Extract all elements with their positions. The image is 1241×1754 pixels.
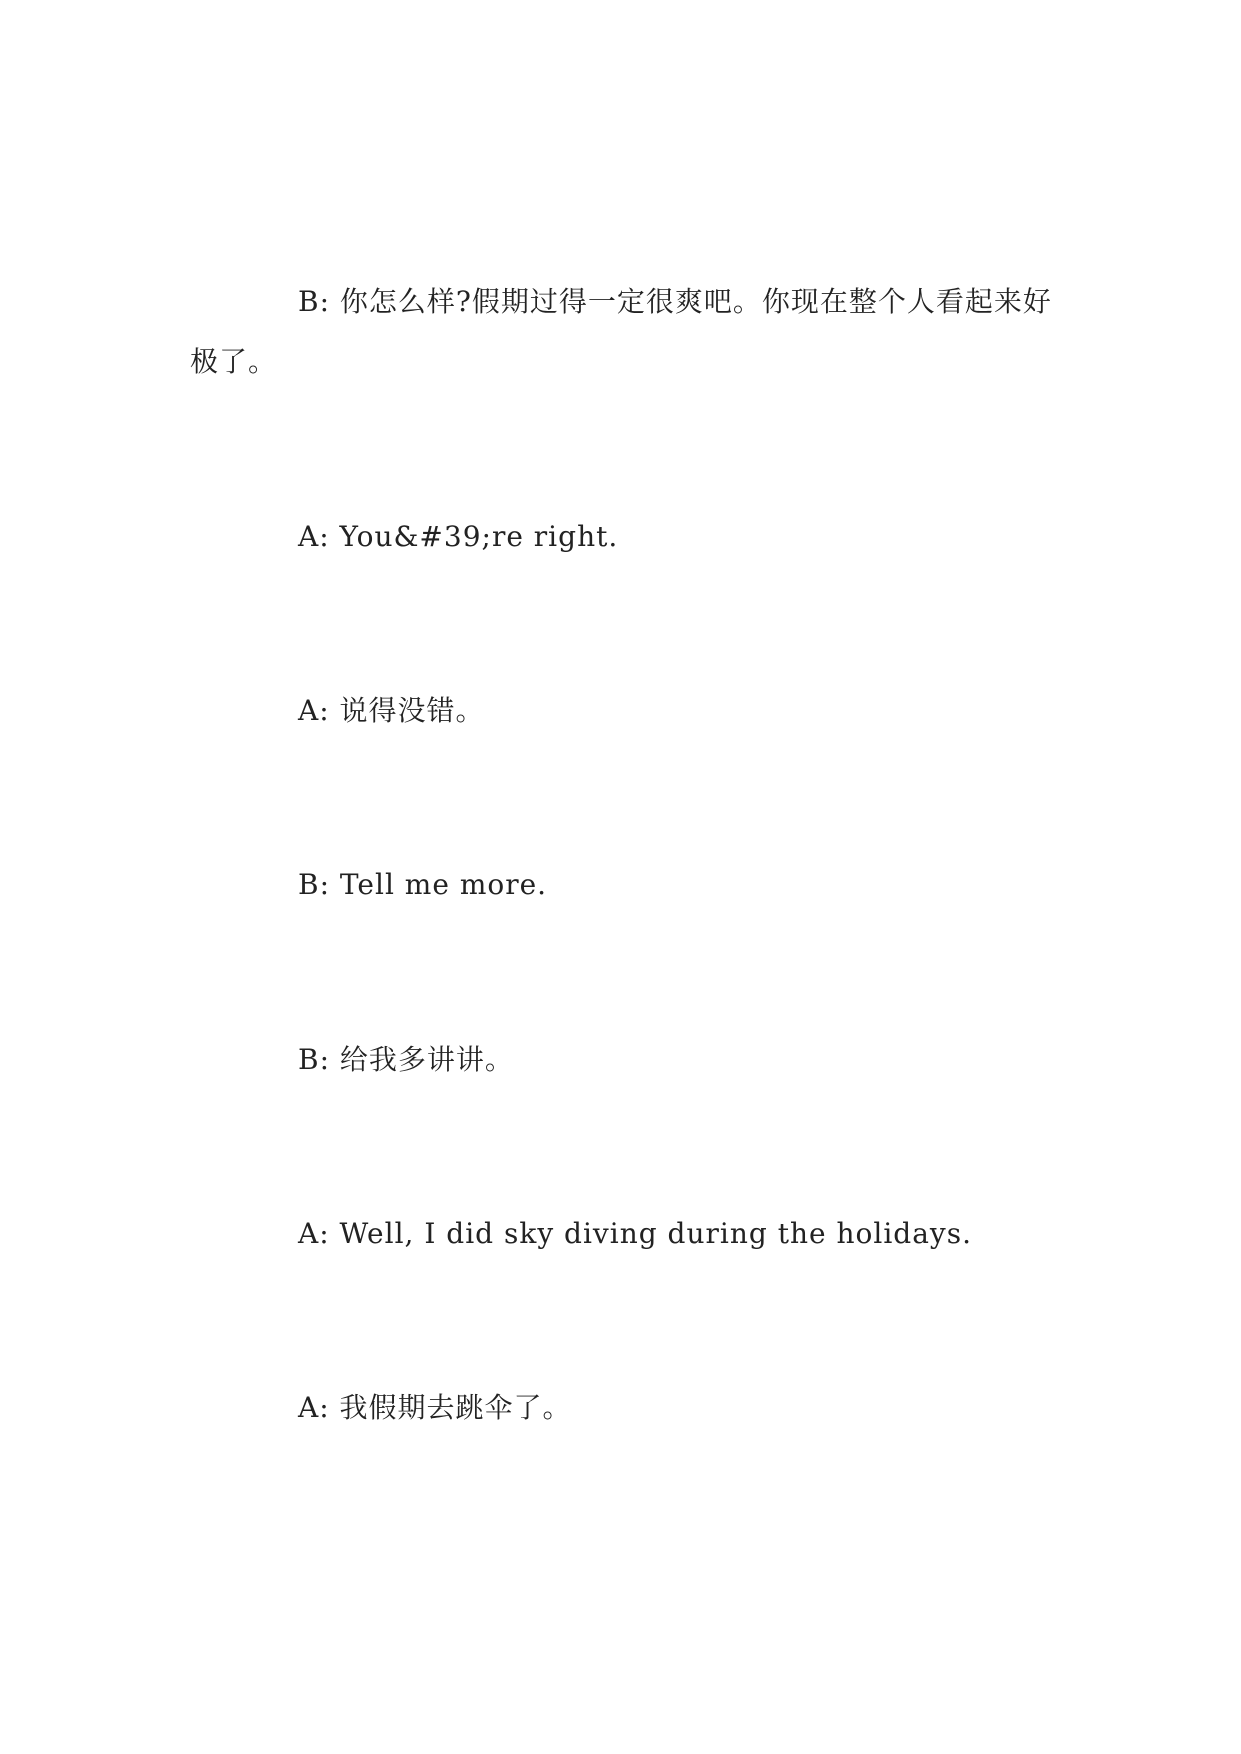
dialogue-line: B: 给我多讲讲。 (298, 1043, 514, 1076)
dialogue-line: A: 我假期去跳伞了。 (298, 1391, 572, 1424)
dialogue-line: B: Tell me more. (298, 868, 548, 901)
dialogue-line: A: You&#39;re right. (298, 520, 619, 553)
dialogue-line: A: 说得没错。 (298, 694, 485, 727)
dialogue-line: B: 你怎么样?假期过得一定很爽吧。你现在整个人看起来好极了。 (190, 285, 1052, 378)
dialogue-line: A: Well, I did sky diving during the holidays. (298, 1217, 972, 1250)
